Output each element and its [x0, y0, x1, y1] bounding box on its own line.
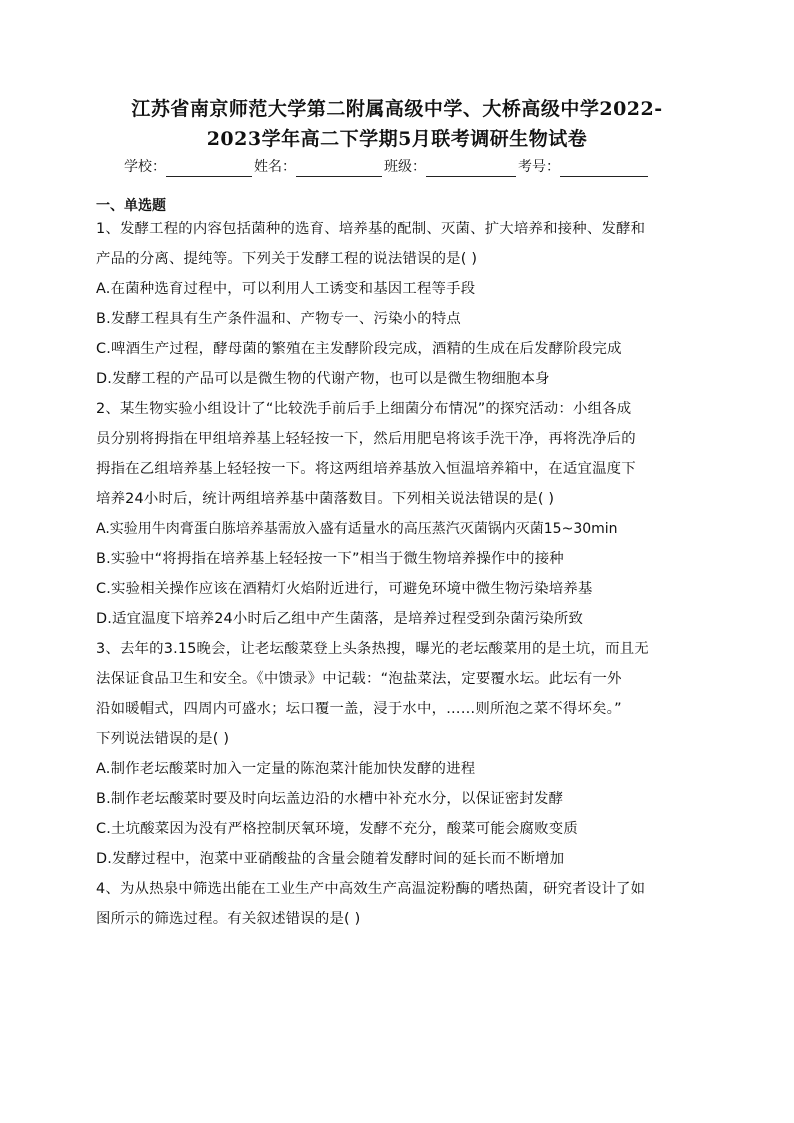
- question-body: [96, 214, 702, 934]
- school-label: 学校：: [124, 159, 166, 175]
- class-blank: [426, 158, 516, 177]
- question-line: 4、为从热泉中筛选出能在工业生产中高效生产高温淀粉酶的嗜热菌，研究者设计了如: [96, 881, 646, 897]
- option-line: C.实验相关操作应该在酒精灯火焰附近进行，可避免环境中微生物污染培养基: [96, 581, 593, 597]
- question-line: 产品的分离、提纯等。下列关于发酵工程的说法错误的是( ): [96, 251, 478, 267]
- exam-number-blank: [560, 158, 648, 177]
- option-line: A.制作老坛酸菜时加入一定量的陈泡菜汁能加快发酵的进程: [96, 761, 476, 777]
- option-line: D.适宜温度下培养24小时后乙组中产生菌落，是培养过程受到杂菌污染所致: [96, 611, 584, 627]
- exam-title-line-1: 江苏省南京师范大学第二附属高级中学、大桥高级中学2022-: [131, 98, 663, 120]
- question-line: 2、某生物实验小组设计了“比较洗手前后手上细菌分布情况”的探究活动：小组各成: [96, 401, 632, 417]
- question-line: 图所示的筛选过程。有关叙述错误的是( ): [96, 911, 361, 927]
- option-line: C.啤酒生产过程，酵母菌的繁殖在主发酵阶段完成，酒精的生成在后发酵阶段完成: [96, 341, 622, 357]
- option-line: A.在菌种选育过程中，可以利用人工诱变和基因工程等手段: [96, 281, 476, 297]
- question-line: 员分别将拇指在甲组培养基上轻轻按一下，然后用肥皂将该手洗干净，再将洗净后的: [96, 431, 636, 447]
- option-line: A.实验用牛肉膏蛋白胨培养基需放入盛有适量水的高压蒸汽灭菌锅内灭菌15~30min: [96, 521, 618, 537]
- question-line: 沿如暖帽式，四周内可盛水；坛口覆一盖，浸于水中，……则所泡之菜不得坏矣。”: [96, 701, 622, 717]
- question-line: 3、去年的3.15晚会，让老坛酸菜登上头条热搜，曝光的老坛酸菜用的是土坑，而且无: [96, 641, 649, 657]
- option-line: C.土坑酸菜因为没有严格控制厌氧环境，发酵不充分，酸菜可能会腐败变质: [96, 821, 578, 837]
- option-line: B.发酵工程具有生产条件温和、产物专一、污染小的特点: [96, 311, 462, 327]
- option-line: D.发酵工程的产品可以是微生物的代谢产物，也可以是微生物细胞本身: [96, 371, 550, 387]
- class-label: 班级：: [384, 159, 426, 175]
- question-line: 拇指在乙组培养基上轻轻按一下。将这两组培养基放入恒温培养箱中，在适宜温度下: [96, 461, 636, 477]
- question-line: 法保证食品卫生和安全。《中馈录》中记载：“泡盐菜法，定要覆水坛。此坛有一外: [96, 671, 622, 687]
- option-line: B.制作老坛酸菜时要及时向坛盖边沿的水槽中补充水分，以保证密封发酵: [96, 791, 564, 807]
- option-line: B.实验中“将拇指在培养基上轻轻按一下”相当于微生物培养操作中的接种: [96, 551, 564, 567]
- exam-title-line-2: 2023学年高二下学期5月联考调研生物试卷: [206, 128, 588, 150]
- student-info-row: [124, 153, 684, 177]
- name-blank: [296, 158, 382, 177]
- name-label: 姓名：: [254, 159, 296, 175]
- section-heading-single-choice: 一、单选题: [96, 198, 166, 214]
- option-line: D.发酵过程中，泡菜中亚硝酸盐的含量会随着发酵时间的延长而不断增加: [96, 851, 565, 867]
- school-blank: [166, 158, 252, 177]
- exam-number-label: 考号：: [518, 159, 560, 175]
- question-line: 下列说法错误的是( ): [96, 731, 230, 747]
- question-line: 培养24小时后，统计两组培养基中菌落数目。下列相关说法错误的是( ): [96, 491, 555, 507]
- question-line: 1、发酵工程的内容包括菌种的选育、培养基的配制、灭菌、扩大培养和接种、发酵和: [96, 221, 646, 237]
